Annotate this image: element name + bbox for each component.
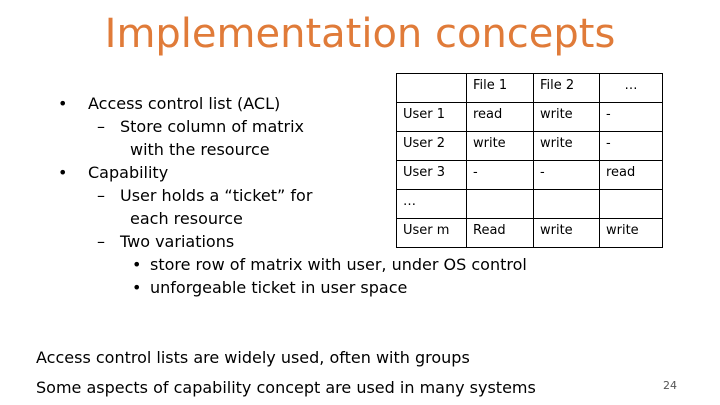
sub-sub-bullet-text: unforgeable ticket in user space (150, 278, 408, 297)
sub-sub-bullet (0, 276, 560, 299)
dash-icon: – (97, 186, 105, 205)
dash-icon: – (97, 232, 105, 251)
sub-sub-bullet-text: store row of matrix with user, under OS control (150, 255, 527, 274)
sub-bullet-continuation: with the resource (130, 140, 270, 159)
slide-title: Implementation concepts (104, 11, 616, 57)
access-matrix-table (396, 73, 663, 248)
bottom-notes (36, 343, 536, 403)
table-row (397, 132, 663, 161)
table-cell: User 3 (397, 161, 467, 190)
table-cell: - (467, 161, 534, 190)
table-row (397, 103, 663, 132)
bullet-dot-icon: • (132, 255, 142, 274)
table-cell: write (534, 103, 600, 132)
table-cell: write (600, 219, 663, 248)
table-cell (534, 190, 600, 219)
note-line: Some aspects of capability concept are used in many systems (36, 378, 536, 397)
table-cell: Read (467, 219, 534, 248)
table-cell: - (534, 161, 600, 190)
table-header-cell: … (600, 74, 663, 103)
table-cell: User 1 (397, 103, 467, 132)
table-row (397, 219, 663, 248)
bullet-dot-icon: • (58, 163, 68, 182)
sub-sub-bullet (0, 253, 560, 276)
dash-icon: – (97, 117, 105, 136)
sub-bullet-text: Store column of matrix (120, 117, 305, 136)
table-header-row (397, 74, 663, 103)
table-cell: write (467, 132, 534, 161)
table-row (397, 161, 663, 190)
sub-bullet-continuation: each resource (130, 209, 243, 228)
table-cell (467, 190, 534, 219)
table-cell: User m (397, 219, 467, 248)
bullet-dot-icon: • (132, 278, 142, 297)
table-cell: - (600, 103, 663, 132)
table-cell (600, 190, 663, 219)
table-cell: read (467, 103, 534, 132)
table-row (397, 190, 663, 219)
table-cell: - (600, 132, 663, 161)
table-header-cell: File 2 (534, 74, 600, 103)
table-cell: write (534, 219, 600, 248)
sub-bullet-text: Two variations (120, 232, 235, 251)
bullet-dot-icon: • (58, 94, 68, 113)
table-cell: User 2 (397, 132, 467, 161)
table-header-cell (397, 74, 467, 103)
sub-bullet-text: User holds a “ticket” for (120, 186, 313, 205)
table-cell: … (397, 190, 467, 219)
page-number: 24 (663, 379, 677, 392)
table-header-cell: File 1 (467, 74, 534, 103)
table-cell: read (600, 161, 663, 190)
bullet-text: Access control list (ACL) (88, 94, 281, 113)
bullet-text: Capability (88, 163, 169, 182)
note-line: Access control lists are widely used, often with groups (36, 348, 470, 367)
table-cell: write (534, 132, 600, 161)
